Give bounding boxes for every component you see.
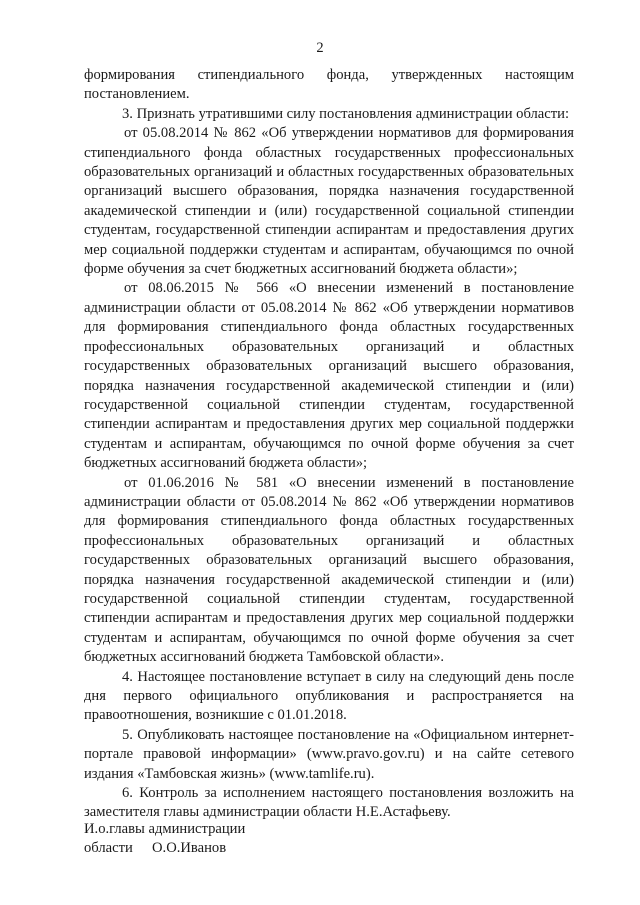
signature-name: О.О.Иванов bbox=[152, 840, 227, 857]
paragraph-repealed-decree-2016: от 01.06.2016 № 581 «О внесении изменений в постановление администрации области от 05.08.2014 № 862 «Об утверждении нормативов для формирования стипендиального фонда областных государственных профессиональных образовательных организаций и областных государственных образовательных организаций высшего образования, порядка назначения государственной академической стипендии и (или) государственной социальной стипендии студентам, государственной стипендии аспирантам и предоставления других мер социальной поддержки студентам и аспирантам, обучающимся по очной форме обучения за счет бюджетных ассигнований бюджета Тамбовской области». bbox=[84, 474, 574, 666]
paragraph-item-6: 6. Контроль за исполнением настоящего постановления возложить на заместителя главы администрации области Н.Е.Астафьеву. bbox=[84, 785, 574, 821]
signature-block bbox=[84, 820, 245, 859]
signature-line2 bbox=[84, 839, 245, 858]
paragraph-repealed-decree-2014: от 05.08.2014 № 862 «Об утверждении нормативов для формирования стипендиального фонда областных государственных профессиональных образовательных организаций и областных государственных образовательных организаций высшего образования, порядка назначения государственной академической стипендии и (или) государственной социальной стипендии студентам, государственной стипендии аспирантам и предоставления других мер социальной поддержки студентам и аспирантам, обучающимся по очной форме обучения за счет бюджетных ассигнований бюджета области»; bbox=[84, 125, 574, 278]
paragraph-item-3: 3. Признать утратившими силу постановления администрации области: bbox=[122, 105, 569, 122]
signature-role-line2: области bbox=[84, 840, 133, 857]
paragraph-repealed-decree-2015: от 08.06.2015 № 566 «О внесении изменений в постановление администрации области от 05.08.2014 № 862 «Об утверждении нормативов для формирования стипендиального фонда областных государственных профессиональных образовательных организаций и областных государственных образовательных организаций высшего образования, порядка назначения государственной академической стипендии и (или) государственной социальной стипендии студентам, государственной стипендии аспирантам и предоставления других мер социальной поддержки студентам и аспирантам, обучающимся по очной форме обучения за счет бюджетных ассигнований бюджета области»; bbox=[84, 280, 574, 472]
signature-role-line1: И.о.главы администрации bbox=[84, 821, 246, 837]
paragraph-item-4: 4. Настоящее постановление вступает в силу на следующий день после дня первого официального опубликования и распространяется на правоотношения, возникшие с 01.01.2018. bbox=[84, 668, 574, 724]
paragraph-item-5: 5. Опубликовать настоящее постановление на «Официальном интернет-портале правовой информации» (www.pravo.gov.ru) и на сайте сетевого издания «Тамбовская жизнь» (www.tamlife.ru). bbox=[84, 726, 574, 782]
page-number: 2 bbox=[316, 40, 324, 56]
document-body bbox=[84, 66, 574, 823]
paragraph-continuation: формирования стипендиального фонда, утвержденных настоящим постановлением. bbox=[84, 67, 574, 103]
